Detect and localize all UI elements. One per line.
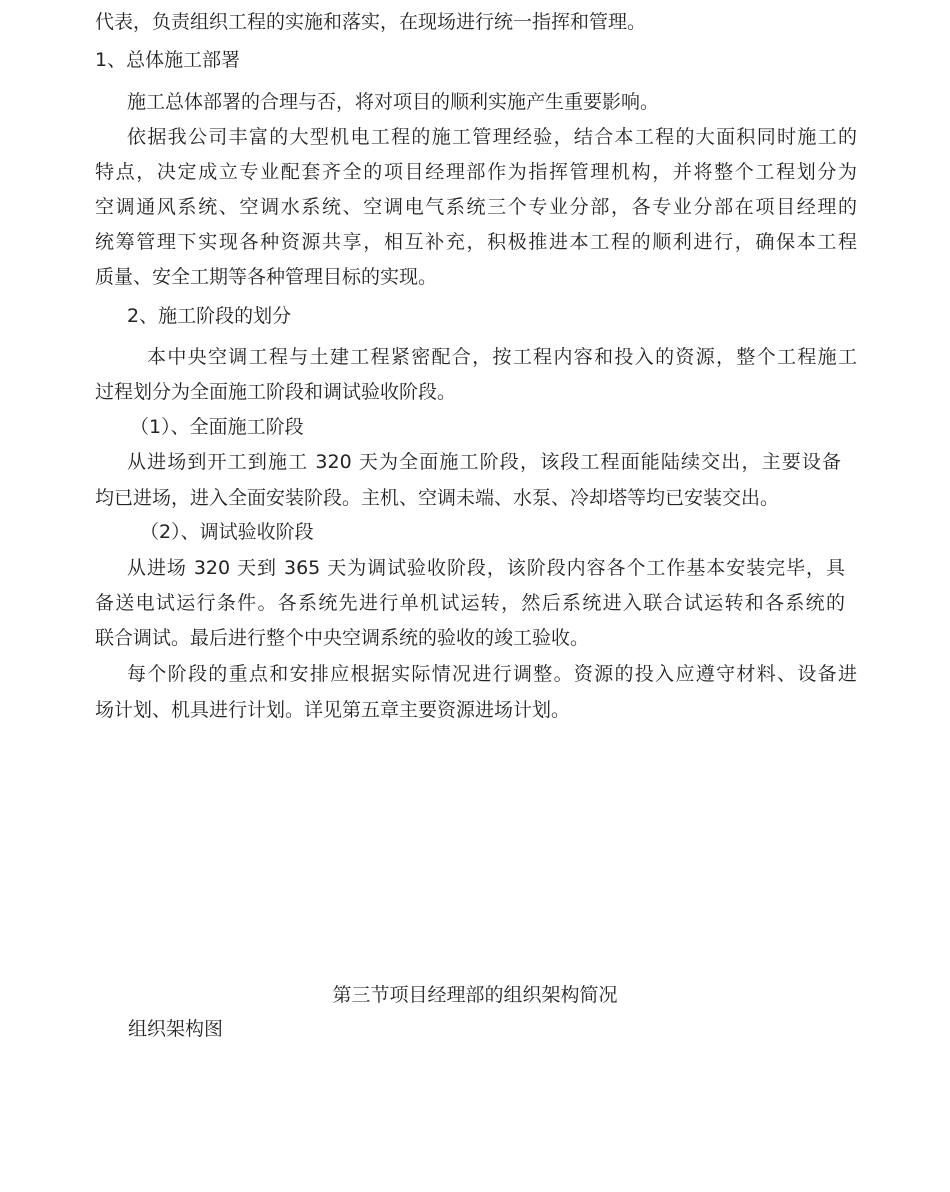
paragraph-line: 依据我公司丰富的大型机电工程的施工管理经验，结合本工程的大面积同时施工的 (127, 126, 857, 148)
paragraph-line: 备送电试运行条件。各系统先进行单机试运转，然后系统进入联合试运转和各系统的 (95, 592, 845, 614)
heading-overall-deployment: 1、总体施工部署 (95, 49, 241, 71)
paragraph-line: 每个阶段的重点和安排应根据实际情况进行调整。资源的投入应遵守材料、设备进 (127, 663, 857, 685)
paragraph-line: 质量、安全工期等各种管理目标的实现。 (95, 266, 438, 288)
paragraph-line: 从进场 320 天到 365 天为调试验收阶段，该阶段内容各个工作基本安装完毕，具 (127, 557, 845, 579)
paragraph-line: 联合调试。最后进行整个中央空调系统的验收的竣工验收。 (95, 627, 590, 649)
paragraph-line: 统筹管理下实现各种资源共享，相互补充，积极推进本工程的顺利进行，确保本工程 (95, 231, 857, 253)
paragraph-line: 从进场到开工到施工 320 天为全面施工阶段，该段工程面能陆续交出，主要设备 (127, 451, 841, 473)
paragraph-line: 施工总体部署的合理与否，将对项目的顺利实施产生重要影响。 (127, 91, 660, 113)
paragraph-line: 代表，负责组织工程的实施和落实，在现场进行统一指挥和管理。 (95, 11, 647, 33)
paragraph-line: 特点，决定成立专业配套齐全的项目经理部作为指挥管理机构，并将整个工程划分为 (95, 161, 857, 183)
paragraph-line: 空调通风系统、空调水系统、空调电气系统三个专业分部，各专业分部在项目经理的 (95, 196, 857, 218)
heading-commissioning-phase: （2）、调试验收阶段 (140, 521, 314, 543)
heading-construction-phases: 2、施工阶段的划分 (127, 305, 292, 327)
paragraph-line: 过程划分为全面施工阶段和调试验收阶段。 (95, 381, 457, 403)
org-chart-label: 组织架构图 (128, 1018, 224, 1040)
section-title: 第三节项目经理部的组织架构简况 (332, 984, 618, 1006)
paragraph-line: 场计划、机具进行计划。详见第五章主要资源进场计划。 (95, 699, 571, 721)
paragraph-line: 均已进场，进入全面安装阶段。主机、空调未端、水泵、冷却塔等均已安装交出。 (95, 487, 780, 509)
heading-full-construction-phase: （1）、全面施工阶段 (130, 416, 304, 438)
paragraph-line: 本中央空调工程与土建工程紧密配合，按工程内容和投入的资源，整个工程施工 (147, 346, 857, 368)
